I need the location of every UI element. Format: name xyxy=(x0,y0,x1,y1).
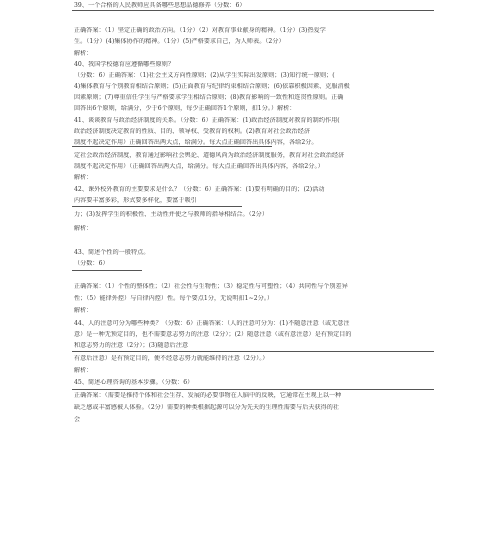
answer-line: 制度不起决定作用）（正确回答出两大点，给满分。每大点正确回答出具体内容，各给2分。） xyxy=(74,163,324,170)
answer-line: 正确答案：（1）坚定正确的政治方向。（1分）（2）对教育事业献身的精神。（1分）(3)热爱学 xyxy=(74,27,326,34)
analysis-label: 解析： xyxy=(74,50,93,57)
answer-line: 有意后注意）是有预定目的，便不经意志努力就能维持的注意（2分）。） xyxy=(74,355,269,362)
answer-line: 力；(3)发挥学生的积极性、主动性并使之与教师的指导相结合。（2分） xyxy=(74,211,268,218)
divider xyxy=(72,146,272,147)
divider xyxy=(72,389,434,390)
analysis-label: 解析： xyxy=(74,225,93,232)
question-41: 41、谈谈教育与政治经济制度的关系。（分数：6）正确答案：(1)政治经济制度对教育的制约作用( xyxy=(74,117,340,124)
divider xyxy=(72,10,434,11)
analysis-label: 解析： xyxy=(74,307,93,314)
question-40: 40、我国学校德育应遵循哪些原则？ xyxy=(74,61,175,68)
answer-line: 正确答案：（需要是推持个体和社会生存、发展的必要事物在人脑中的反映，它通常在主观上以一种 xyxy=(74,392,342,399)
answer-line: 4)集体教育与个别教育相结合原则；(5)正面教育与纪律约束相结合原则；(6)依靠积极因素、克服消极 xyxy=(74,83,350,90)
question-45: 45、简述心理咨询的基本步骤。（分数：6） xyxy=(74,379,194,386)
question-43: 43、简述个性的一般特点。 xyxy=(74,249,150,256)
question-39: 39、一个合格的人民教师应具备哪些思想品德修养（分数：6） xyxy=(74,2,246,9)
analysis-label: 解析： xyxy=(74,174,93,181)
divider xyxy=(72,206,242,207)
analysis-label: 解析： xyxy=(74,367,93,374)
answer-line: 缺乏感或丰富感被人体验。（2分）需要的种类根据起源可以分为先天的生理性需要与后天获得的社 xyxy=(74,404,340,411)
answer-line: 定社会政治经济制度，教育通过影响社会舆论、道德风尚为政治经济制度服务，教育对社会政治经济 xyxy=(74,152,345,159)
answer-line: 政治经济制度决定教育的性质、目的、领导权、受教育的权利。(2)教育对社会政治经济 xyxy=(74,128,311,135)
answer-line: （分数：6）正确答案：（1)社会主义方向性原则；(2)从学生实际出发原则；(3)知行统一原则；( xyxy=(74,72,335,79)
answer-line: 正确答案：（1）个性的整体性；（2）社会性与生物性；（3）稳定性与可塑性；（4）共同性与个别差异 xyxy=(74,283,348,290)
answer-line: 内容要丰富多彩，形式要多样化，要富于吸引 xyxy=(74,197,197,204)
question-42: 42、课外校外教育的主要要求是什么？（分数：6）正确答案：(1)要有明确的目的；(2)活动 xyxy=(74,186,325,193)
answer-line: 和意志努力的注意（2分）；(3)随意后注意 xyxy=(74,342,189,349)
answer-line: 制度不起决定作用）正确回答出两大点，给满分。每大点正确回答出具体内容，各给2分。 xyxy=(74,139,318,146)
answer-line: 回答出6个原则，给满分，少于6个原则，每少正确回答1个原则，扣1分。）解析： xyxy=(74,105,296,112)
score-label: （分数：6） xyxy=(74,260,109,267)
answer-line: 因素原则；(7)尊重信任学生与严格要求学生相结合原则；(8)教育影响的一致性和连贯性原则。正确 xyxy=(74,94,344,101)
question-44: 44、人的注意可分为哪些种类？（分数：6）正确答案：（人的注意可分为：(1)不随意注意（或无意注 xyxy=(74,320,350,327)
answer-line: 意）是一种无预定目的，也不需要意志努力的注意（2分）；(2）随意注意（或有意注意）是有预定目的 xyxy=(74,331,352,338)
answer-line: 生。（1分）(4)集体协作的精神。（1分）(5)严格要求自己，为人师表。（2分） xyxy=(74,38,285,45)
answer-line: 会 xyxy=(74,416,81,423)
divider xyxy=(72,270,142,271)
answer-line: 性；（5）能律外控）与自律内控）性。每个要点1分，无说明扣1~2分。） xyxy=(74,295,274,302)
divider xyxy=(72,351,434,352)
